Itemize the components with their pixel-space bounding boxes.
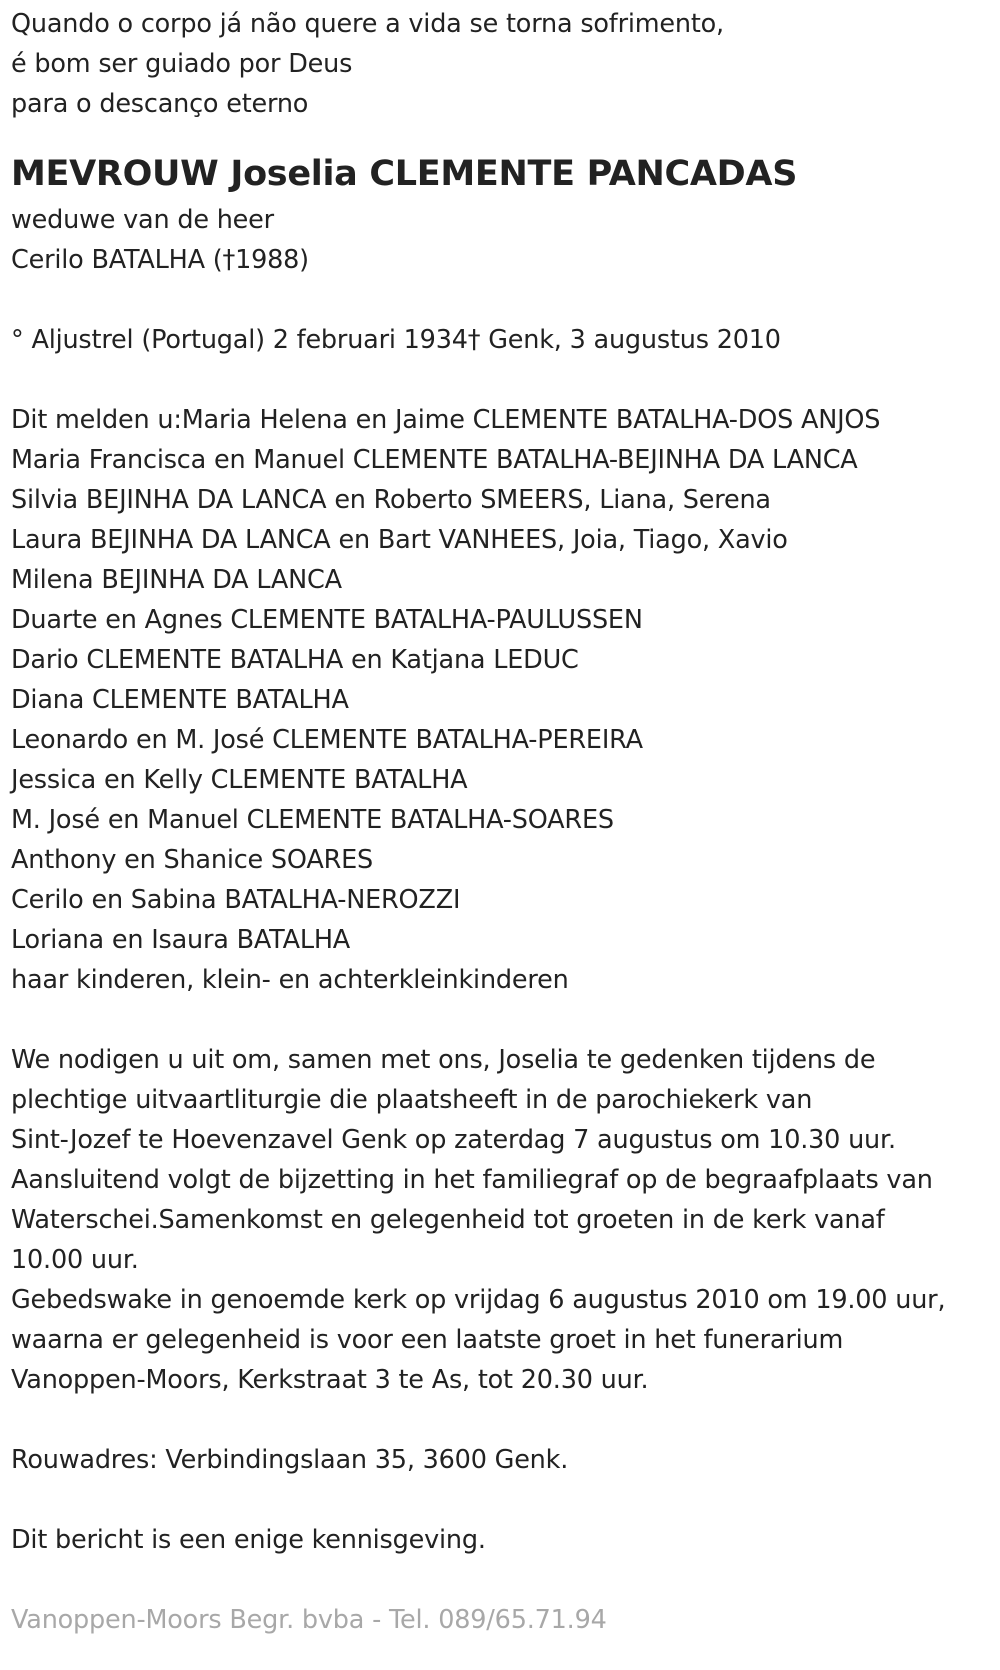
poem-line: Quando o corpo já não quere a vida se torna sofrimento, [11,9,724,39]
family-list [11,400,996,1000]
family-line: Cerilo en Sabina BATALHA-NEROZZI [11,885,461,915]
ceremony-line: Vanoppen-Moors, Kerkstraat 3 te As, tot 20.30 uur. [11,1365,649,1395]
family-line: Dit melden u:Maria Helena en Jaime CLEMENTE BATALHA-DOS ANJOS [11,405,881,435]
family-line: Anthony en Shanice SOARES [11,845,373,875]
notice-text: Dit bericht is een enige kennisgeving. [11,1525,486,1555]
relation-line: weduwe van de heer [11,205,274,235]
birth-death-dates: ° Aljustrel (Portugal) 2 februari 1934† Genk, 3 augustus 2010 [11,325,781,355]
deceased-name: MEVROUW Joselia CLEMENTE PANCADAS [11,154,798,194]
family-line: Jessica en Kelly CLEMENTE BATALHA [11,765,468,795]
family-line: Laura BEJINHA DA LANCA en Bart VANHEES, Joia, Tiago, Xavio [11,525,788,555]
family-line: Maria Francisca en Manuel CLEMENTE BATALHA-BEJINHA DA LANCA [11,445,858,475]
ceremony-line: Aansluitend volgt de bijzetting in het familiegraf op de begraafplaats van [11,1165,933,1195]
ceremony-line: waarna er gelegenheid is voor een laatste groet in het funerarium [11,1325,844,1355]
relation [11,200,996,280]
family-line: Silvia BEJINHA DA LANCA en Roberto SMEERS, Liana, Serena [11,485,771,515]
obituary-notice [11,0,996,1640]
family-line: Leonardo en M. José CLEMENTE BATALHA-PEREIRA [11,725,643,755]
family-line: haar kinderen, klein- en achterkleinkinderen [11,965,569,995]
funeral-home-footer: Vanoppen-Moors Begr. bvba - Tel. 089/65.71.94 [11,1605,607,1635]
family-line: Loriana en Isaura BATALHA [11,925,351,955]
family-line: M. José en Manuel CLEMENTE BATALHA-SOARES [11,805,614,835]
mourning-address: Rouwadres: Verbindingslaan 35, 3600 Genk. [11,1445,569,1475]
poem-line: para o descanço eterno [11,89,309,119]
family-line: Dario CLEMENTE BATALHA en Katjana LEDUC [11,645,579,675]
ceremony-line: 10.00 uur. [11,1245,139,1275]
family-line: Duarte en Agnes CLEMENTE BATALHA-PAULUSSEN [11,605,643,635]
family-line: Diana CLEMENTE BATALHA [11,685,349,715]
ceremony-line: Gebedswake in genoemde kerk op vrijdag 6 augustus 2010 om 19.00 uur, [11,1285,946,1315]
ceremony-line: Sint-Jozef te Hoevenzavel Genk op zaterdag 7 augustus om 10.30 uur. [11,1125,896,1155]
poem [11,4,996,124]
ceremony-line: We nodigen u uit om, samen met ons, Joselia te gedenken tijdens de [11,1045,876,1075]
poem-line: é bom ser guiado por Deus [11,49,353,79]
family-line: Milena BEJINHA DA LANCA [11,565,342,595]
ceremony-line: Waterschei.Samenkomst en gelegenheid tot groeten in de kerk vanaf [11,1205,885,1235]
ceremony-line: plechtige uitvaartliturgie die plaatsheeft in de parochiekerk van [11,1085,813,1115]
ceremony-info [11,1040,996,1400]
relation-line: Cerilo BATALHA (†1988) [11,245,309,275]
